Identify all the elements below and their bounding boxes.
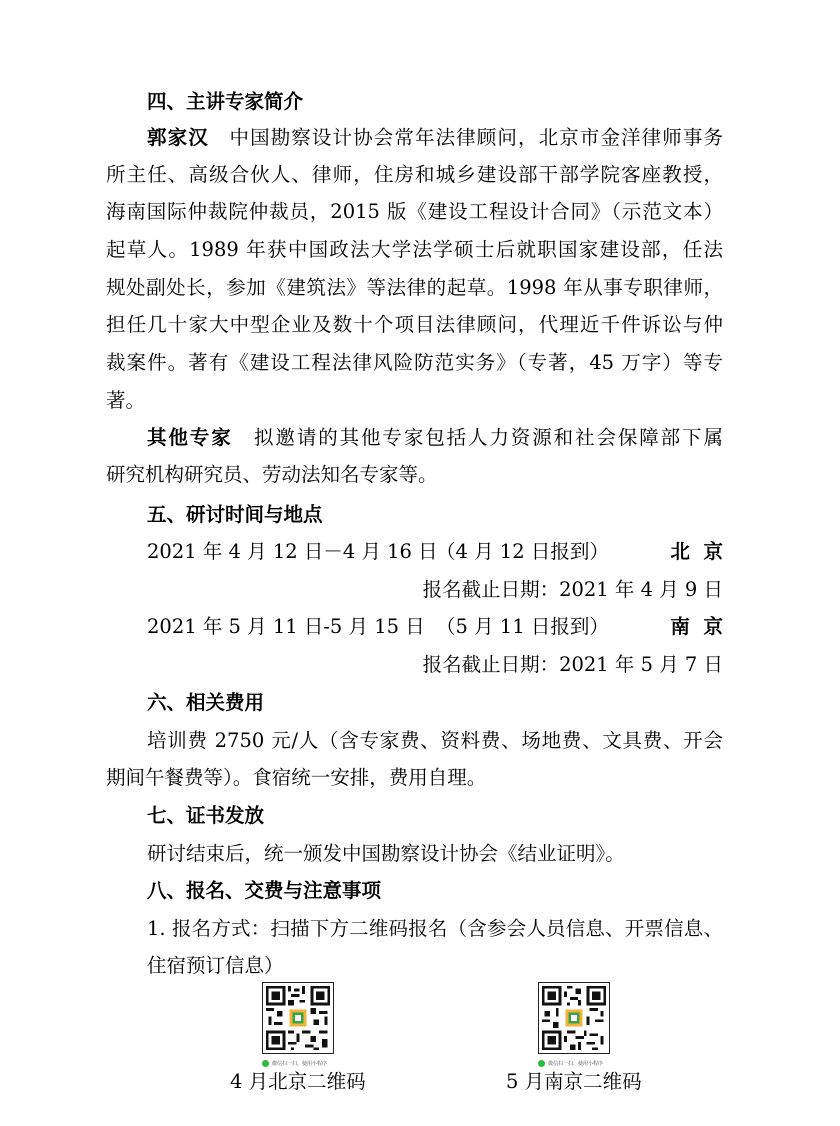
other-experts-line-2: 研究机构研究员、劳动法知名专家等。 — [106, 463, 438, 486]
expert1-line-3: 海南国际仲裁院仲裁员，2015 版《建设工程设计合同》（示范文本） — [106, 200, 723, 223]
expert1-line-2: 所主任、高级合伙人、律师，住房和城乡建设部干部学院客座教授， — [106, 163, 723, 186]
expert1-name: 郭家汉 — [147, 126, 209, 149]
session2-city: 南 京 — [670, 615, 723, 638]
session1-deadline: 报名截止日期：2021 年 4 月 9 日 — [422, 578, 723, 601]
expert1-line-6: 担任几十家大中型企业及数十个项目法律顾问，代理近千件诉讼与仲 — [106, 313, 723, 336]
session2-dates: 2021 年 5 月 11 日-5 月 15 日 — [147, 615, 425, 638]
expert1-line-5: 规处副处长，参加《建筑法》等法律的起草。1998 年从事专职律师， — [106, 276, 723, 299]
section5-heading: 五、研讨时间与地点 — [147, 503, 323, 526]
fee-line-2: 期间午餐费等）。食宿统一安排，费用自理。 — [106, 766, 487, 789]
qr-code-nanjing[interactable] — [538, 982, 610, 1067]
section6-heading: 六、相关费用 — [147, 691, 265, 714]
expert1-line-4: 起草人。1989 年获中国政法大学法学硕士后就职国家建设部，任法 — [106, 238, 723, 261]
qr-footer-nanjing — [538, 1060, 610, 1067]
expert1-line-8: 著。 — [106, 389, 146, 412]
expert1-line-1 — [147, 126, 723, 150]
registration-line-1: 1. 报名方式：扫描下方二维码报名（含参会人员信息、开票信息、 — [147, 917, 723, 940]
session2-deadline: 报名截止日期：2021 年 5 月 7 日 — [422, 653, 723, 676]
qr-footer-text-beijing: 微信扫一扫，使用小程序 — [272, 1061, 328, 1067]
registration-line-2: 住宿预订信息） — [147, 954, 284, 977]
session2-report-date: （5 月 11 日报到） — [436, 615, 609, 638]
wechat-icon — [262, 1060, 269, 1067]
qr-caption-nanjing: 5 月南京二维码 — [506, 1070, 642, 1093]
expert1-text: 中国勘察设计协会常年法律顾问，北京市金洋律师事务 — [229, 126, 723, 149]
other-experts-name: 其他专家 — [147, 426, 233, 449]
expert1-line-7: 裁案件。著有《建设工程法律风险防范实务》（专著，45 万字）等专 — [106, 351, 723, 374]
session1-city: 北 京 — [670, 540, 723, 563]
section8-heading: 八、报名、交费与注意事项 — [147, 879, 382, 902]
fee-line-1: 培训费 2750 元/人（含专家费、资料费、场地费、文具费、开会 — [147, 729, 723, 752]
qr-footer-beijing — [262, 1060, 334, 1067]
qr-code-beijing-icon — [262, 982, 334, 1054]
qr-code-nanjing-icon — [538, 982, 610, 1054]
wechat-icon — [538, 1060, 545, 1067]
session1-dates: 2021 年 4 月 12 日－4 月 16 日 — [147, 540, 438, 563]
other-experts-line-1 — [147, 426, 723, 450]
section4-heading: 四、主讲专家简介 — [147, 90, 304, 113]
qr-footer-text-nanjing: 微信扫一扫，使用小程序 — [548, 1061, 604, 1067]
session1-report-date: （4 月 12 日报到） — [436, 540, 609, 563]
other-experts-text: 拟邀请的其他专家包括人力资源和社会保障部下属 — [254, 426, 723, 449]
qr-code-beijing[interactable] — [262, 982, 334, 1067]
section7-heading: 七、证书发放 — [147, 804, 265, 827]
certificate-text: 研讨结束后，统一颁发中国勘察设计协会《结业证明》。 — [147, 842, 625, 865]
qr-caption-beijing: 4 月北京二维码 — [230, 1070, 366, 1093]
